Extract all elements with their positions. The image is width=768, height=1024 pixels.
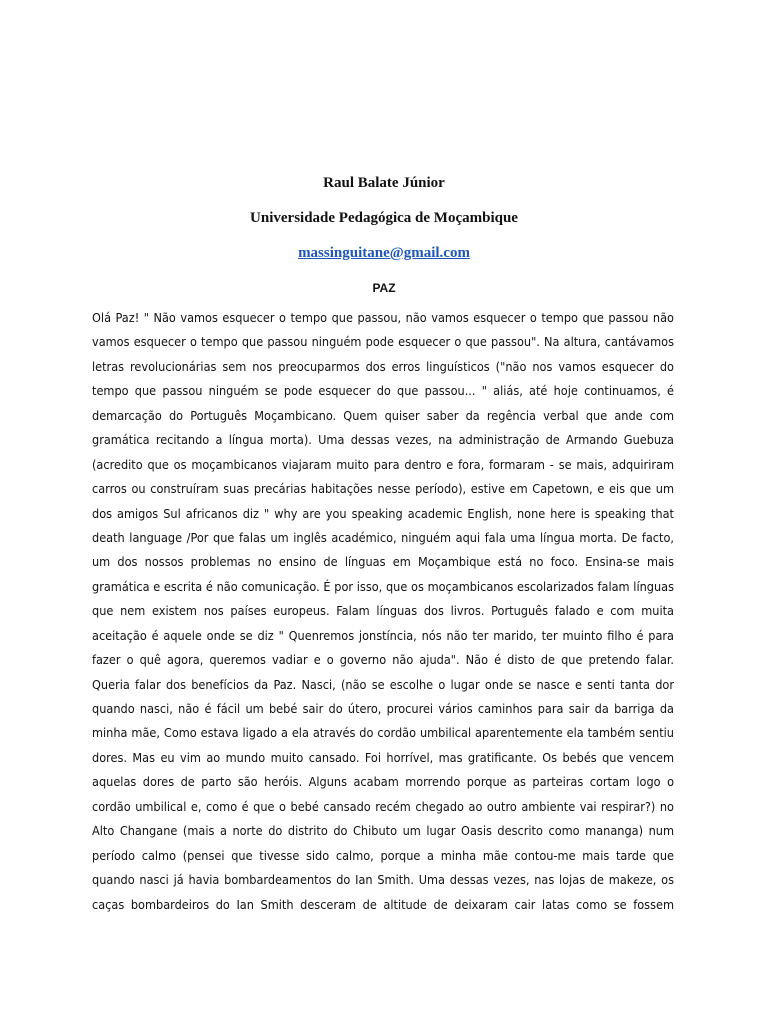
body-line: dos amigos Sul africanos diz " why are you speaking academic English, none here is speaking that (92, 505, 674, 521)
body-line: Queria falar dos benefícios da Paz. Nasci, (não se escolhe o lugar onde se nasce e senti tanta dor (92, 676, 674, 692)
body-line: letras revolucionárias sem nos preocuparmos dos erros linguísticos ("não nos vamos esquecer do (92, 358, 674, 374)
body-line: Alto Changane (mais a norte do distrito do Chibuto um lugar Oasis descrito como mananga) num (92, 823, 674, 839)
body-line: Olá Paz! " Não vamos esquecer o tempo que passou, não vamos esquecer o tempo que passou não (92, 310, 674, 325)
author-name: Raul Balate Júnior (323, 175, 445, 191)
email-link[interactable]: massinguitane@gmail.com (298, 245, 470, 261)
article-title: PAZ (372, 281, 396, 295)
university-name: Universidade Pedagógica de Moçambique (250, 210, 518, 226)
body-line: death language /Por que falas um inglês académico, ninguém aqui fala uma língua morta. De facto, (92, 529, 674, 545)
body-line: dores. Mas eu vim ao mundo muito cansado. Foi horrível, mas gratificante. Os bebés que vencem (92, 749, 674, 765)
article-body (92, 306, 674, 917)
body-line: quando nasci, não é fácil um bebé sair do útero, procurei vários caminhos para sair da barriga da (92, 701, 674, 716)
body-line: gramática e escrita é não comunicação. É por isso, que os moçambicanos escolarizados falam línguas (92, 578, 674, 594)
body-line: vamos esquecer o tempo que passou ninguém pode esquecer o que passou". Na altura, cantávamos (92, 334, 674, 350)
body-line: quando nasci já havia bombardeamentos do Ian Smith. Uma dessas vezes, nas lojas de makeze, os (92, 872, 674, 888)
body-line: que nem existem nos países europeus. Falam línguas dos livros. Português falado e com muita (92, 603, 674, 619)
body-line: cordão umbilical e, como é que o bebé cansado recém chegado ao outro ambiente vai respirar?) no (92, 798, 674, 814)
body-line: minha mãe, Como estava ligado a ela através do cordão umbilical aparentemente ela também sentiu (92, 725, 674, 741)
body-line: gramática recitando a língua morta). Uma dessas vezes, na administração de Armando Guebuza (92, 432, 674, 448)
body-line: período calmo (pensei que tivesse sido calmo, porque a minha mãe contou-me mais tarde que (92, 847, 674, 863)
body-line: um dos nossos problemas no ensino de línguas em Moçambique está no foco. Ensina-se mais (92, 554, 674, 570)
body-line: carros ou construíram suas precárias habitações nesse período), estive em Capetown, e eis que um (92, 481, 674, 497)
body-line: caças bombardeiros do Ian Smith desceram de altitude de deixaram cair latas como se fossem (92, 896, 674, 912)
body-line: aquelas dores de parto são heróis. Alguns acabam morrendo porque as parteiras cortam logo o (92, 774, 674, 790)
body-line: demarcação do Português Moçambicano. Quem quiser saber da regência verbal que ande com (92, 407, 674, 423)
body-line: fazer o quê agora, queremos vadiar e o governo não ajuda". Não é disto de que pretendo falar. (92, 652, 674, 668)
body-line: (acredito que os moçambicanos viajaram muito para dentro e fora, formaram - se mais, adquiriram (92, 456, 674, 472)
body-line: aceitação é aquele onde se diz " Quenremos jonstíncia, nós não ter marido, ter muinto filho é para (92, 627, 674, 643)
body-line: tempo que passou ninguém se pode esquecer do que passou... " aliás, até hoje continuamos, é (92, 383, 674, 399)
